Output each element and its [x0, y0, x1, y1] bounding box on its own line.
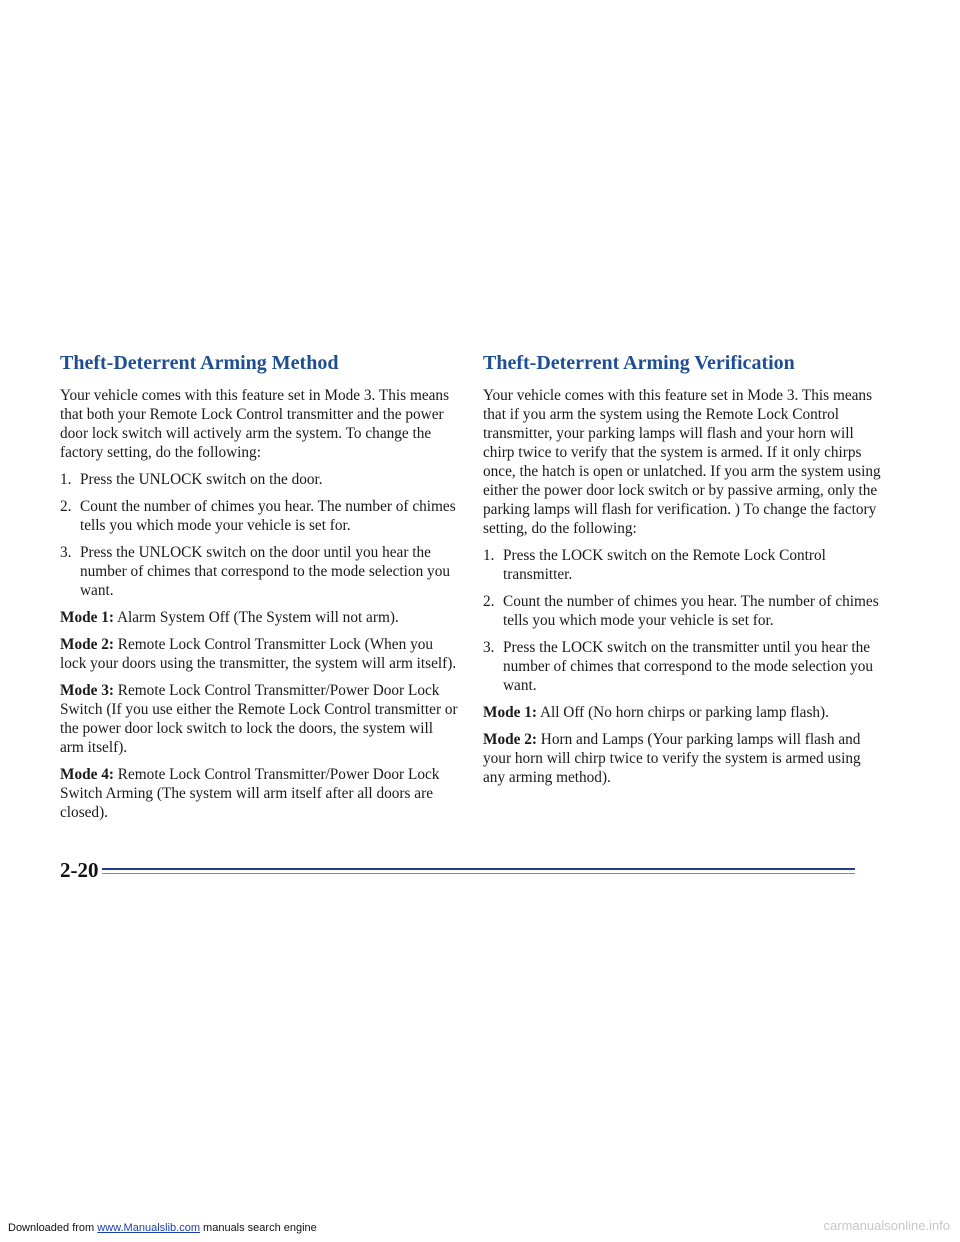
footer-rule-thin: [102, 873, 855, 874]
manualslib-link[interactable]: www.Manualslib.com: [97, 1222, 200, 1234]
list-item: 3. Press the UNLOCK switch on the door until you hear the number of chimes that correspond to the mode selection you want.: [60, 544, 451, 599]
mode-entry: Mode 3: Remote Lock Control Transmitter/Power Door Lock Switch (If you use either the Remote Lock Control transmitter or the power door lock switch to lock the doors, the system will arm itself).: [60, 682, 458, 756]
arming-method-steps: [60, 470, 460, 600]
page-footer: [60, 858, 855, 888]
right-column: [483, 350, 883, 795]
left-column: [60, 350, 460, 830]
arming-method-intro: Your vehicle comes with this feature set in Mode 3. This means that both your Remote Lock Control transmitter and the power door lock switch will actively arm the system. To change the factory setting, do the following:: [60, 387, 450, 461]
download-header: Downloaded from www.Manualslib.com manuals search engine: [8, 1222, 317, 1234]
list-item: 1. Press the LOCK switch on the Remote Lock Control transmitter.: [483, 547, 826, 583]
list-item: 3. Press the LOCK switch on the transmitter until you hear the number of chimes that correspond to the mode selection you want.: [483, 639, 874, 694]
arming-verification-title: Theft-Deterrent Arming Verification: [483, 352, 795, 374]
mode-entry: Mode 2: Horn and Lamps (Your parking lamps will flash and your horn will chirp twice to verify the system is armed using any arming method).: [483, 731, 861, 786]
watermark: carmanualsonline.info: [823, 1218, 950, 1233]
list-item: 2. Count the number of chimes you hear. The number of chimes tells you which mode your vehicle is set for.: [60, 498, 456, 534]
arming-verification-intro: Your vehicle comes with this feature set in Mode 3. This means that if you arm the system using the Remote Lock Control transmitter, your parking lamps will flash and your horn will chirp twice to verify that the system is armed. If it only chirps once, the hatch is open or unlatched. If you arm the system using either the power door lock switch or by passive arming, only the parking lamps will flash for verification. ) To change the factory setting, do the following:: [483, 387, 881, 537]
mode-entry: Mode 4: Remote Lock Control Transmitter/Power Door Lock Switch Arming (The system will arm itself after all doors are closed).: [60, 766, 440, 821]
mode-entry: Mode 1: All Off (No horn chirps or parking lamp flash).: [483, 704, 829, 721]
list-item: 1. Press the UNLOCK switch on the door.: [60, 471, 323, 488]
mode-entry: Mode 1: Alarm System Off (The System will not arm).: [60, 609, 399, 626]
arming-verification-steps: [483, 546, 883, 695]
list-item: 2. Count the number of chimes you hear. The number of chimes tells you which mode your vehicle is set for.: [483, 593, 879, 629]
page-number: 2-20: [60, 858, 99, 882]
footer-rule: [102, 868, 855, 870]
mode-entry: Mode 2: Remote Lock Control Transmitter Lock (When you lock your doors using the transmitter, the system will arm itself).: [60, 636, 457, 672]
arming-method-title: Theft-Deterrent Arming Method: [60, 352, 339, 374]
